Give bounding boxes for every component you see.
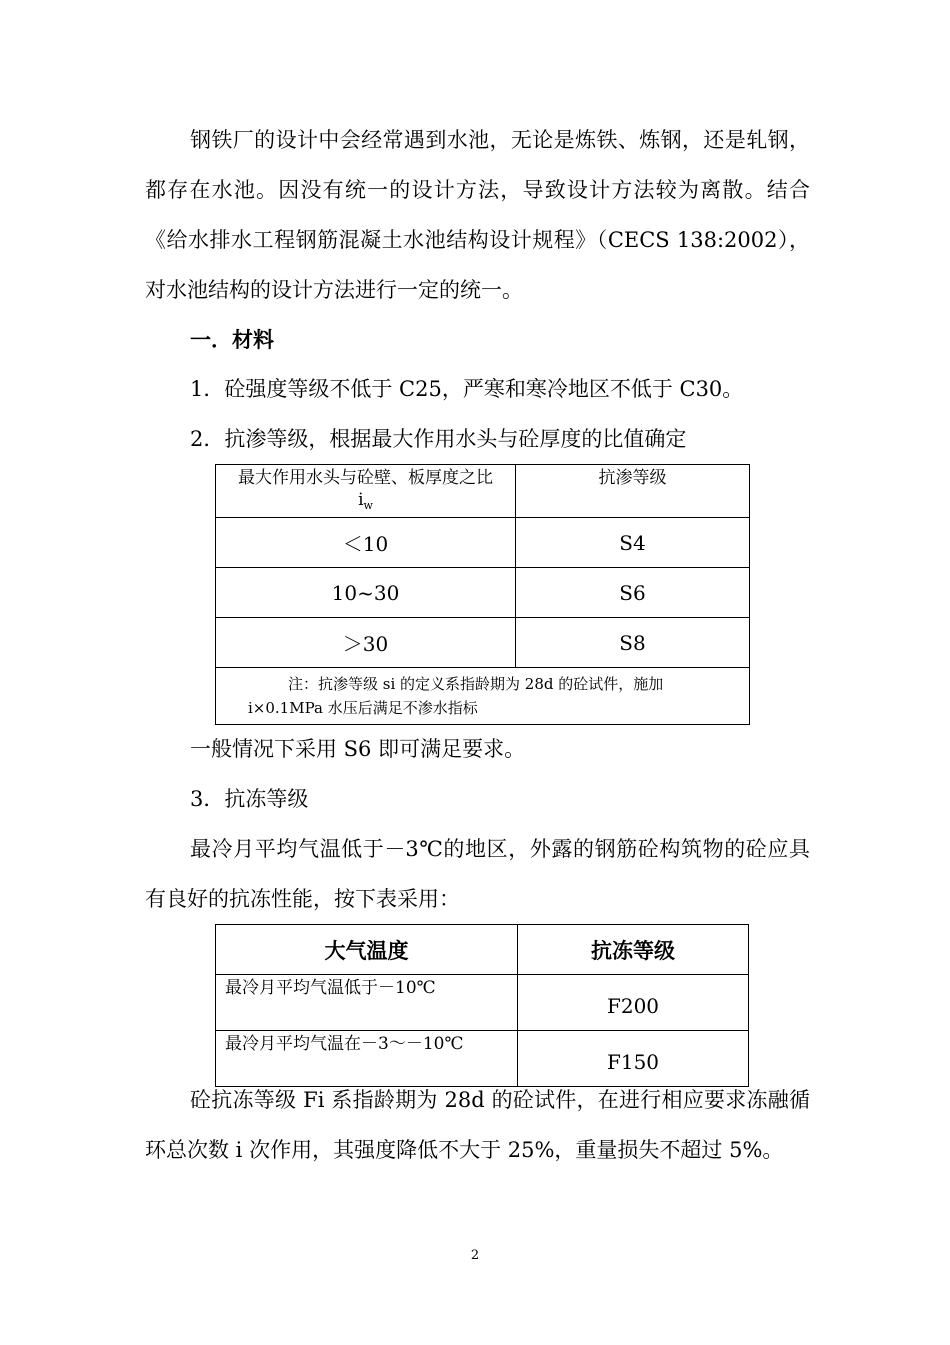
table-header-row: [216, 925, 749, 975]
item-3-frost-resistance: 3．抗冻等级: [190, 787, 309, 811]
page-number: 2: [470, 1248, 480, 1263]
table-cell-temperature: 最冷月平均气温在－3～－10℃: [216, 1031, 518, 1087]
table-row: [216, 618, 750, 668]
table-cell-ratio: 10~30: [216, 568, 516, 618]
table-cell-grade: S8: [516, 618, 750, 668]
table-cell-temperature: 最冷月平均气温低于－10℃: [216, 975, 518, 1031]
header-frost-grade-label: 抗冻等级: [518, 925, 749, 975]
table-cell-grade: S6: [516, 568, 750, 618]
table-row: [216, 975, 749, 1031]
table-cell-grade: F200: [518, 975, 749, 1031]
table-note-line-2: i×0.1MPa 水压后满足不渗水指标: [248, 699, 478, 717]
after-table-text: 一般情况下采用 S6 即可满足要求。: [190, 737, 526, 761]
table-cell-grade: F150: [518, 1031, 749, 1087]
intro-paragraph: 钢铁厂的设计中会经常遇到水池，无论是炼铁、炼钢，还是轧钢，都存在水池。因没有统一的设计方法，导致设计方法较为离散。结合《给水排水工程钢筋混凝土水池结构设计规程》（CECS 138:2002），对水池结构的设计方法进行一定的统一。: [145, 128, 810, 302]
table-header-row: [216, 465, 750, 518]
table-row: [216, 568, 750, 618]
table-note-row: [216, 668, 750, 725]
frost-paragraph: 最冷月平均气温低于－3℃的地区，外露的钢筋砼构筑物的砼应具有良好的抗冻性能，按下表采用：: [145, 837, 810, 911]
frost-table: [215, 924, 749, 1087]
header-temperature-label: 大气温度: [216, 925, 518, 975]
table-cell-ratio: ＞30: [216, 618, 516, 668]
table-cell-grade: S4: [516, 518, 750, 568]
table-cell-ratio: ＜10: [216, 518, 516, 568]
table-row: [216, 518, 750, 568]
table-note-cell: [216, 668, 750, 725]
section-title: 一．材料: [190, 327, 274, 352]
item-1-concrete-strength: 1．砼强度等级不低于 C25，严寒和寒冷地区不低于 C30。: [190, 377, 744, 401]
header-ratio-label: 最大作用水头与砼壁、板厚度之比: [238, 468, 493, 488]
impermeability-table: [215, 464, 750, 725]
header-grade-label: 抗渗等级: [516, 465, 750, 518]
header-ratio-symbol: $i_w$: [358, 490, 373, 512]
table-header-cell: [216, 465, 516, 518]
closing-paragraph: 砼抗冻等级 Fi 系指龄期为 28d 的砼试件，在进行相应要求冻融循环总次数 i 次作用，其强度降低不大于 25%，重量损失不超过 5%。: [145, 1088, 810, 1162]
item-2-impermeability: 2．抗渗等级，根据最大作用水头与砼厚度的比值确定: [190, 427, 687, 451]
table-note-line-1: 注：抗渗等级 si 的定义系指龄期为 28d 的砼试件，施加: [288, 675, 664, 693]
